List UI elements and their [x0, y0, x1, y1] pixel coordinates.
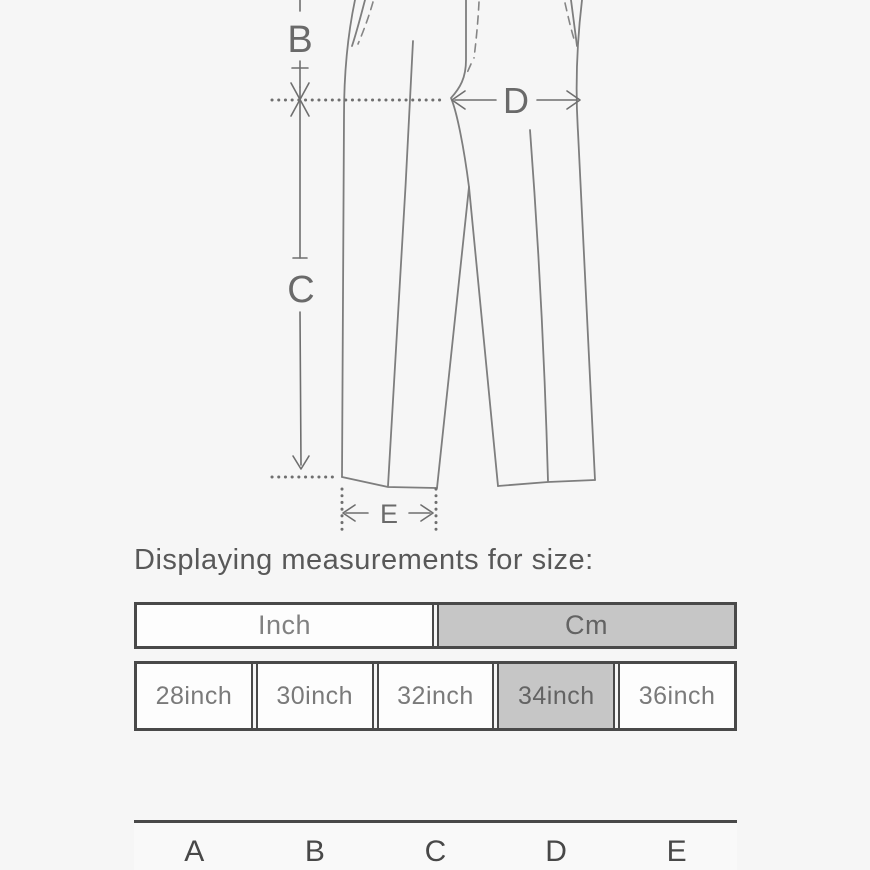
column-header-d: D	[545, 835, 567, 868]
pants-left-crease	[388, 41, 413, 486]
pants-left-hem	[342, 477, 437, 488]
measure-label-c: C	[287, 269, 315, 311]
size-selector	[134, 661, 737, 731]
unit-toggle	[134, 602, 737, 649]
measure-label-e: E	[379, 499, 399, 529]
measure-label-d: D	[503, 80, 529, 121]
size-option-34inch[interactable]: 34inch	[497, 664, 615, 728]
measure-label-b: B	[287, 19, 313, 61]
pants-left-outseam	[342, 0, 355, 477]
pants-fly-stitch	[474, 2, 479, 58]
size-heading: Displaying measurements for size:	[134, 544, 594, 576]
size-option-32inch[interactable]: 32inch	[377, 664, 495, 728]
column-header-e: E	[666, 835, 687, 868]
column-header-c: C	[424, 835, 447, 868]
size-option-28inch[interactable]: 28inch	[137, 664, 253, 728]
measurement-table	[134, 820, 737, 870]
unit-option-inch[interactable]: Inch	[137, 605, 434, 646]
measure-line-c-bottom	[300, 312, 301, 465]
column-header-a: A	[184, 835, 205, 868]
pants-left-inseam	[437, 187, 469, 488]
measurement-guides	[272, 0, 580, 532]
pants-right-outseam	[577, 0, 595, 480]
pants-right-hem	[498, 480, 595, 486]
pants-right-pocket	[571, 0, 577, 46]
size-option-36inch[interactable]: 36inch	[618, 664, 734, 728]
measurement-table-header	[134, 823, 737, 870]
size-option-30inch[interactable]: 30inch	[256, 664, 374, 728]
pants-sketch	[342, 0, 595, 488]
unit-option-cm[interactable]: Cm	[437, 605, 734, 646]
column-header-b: B	[304, 835, 325, 868]
pants-left-pocket-stitch	[358, 2, 373, 44]
pants-right-crease	[530, 130, 548, 481]
pants-right-inseam	[469, 187, 498, 486]
pants-fly-stitch-end	[467, 64, 471, 73]
